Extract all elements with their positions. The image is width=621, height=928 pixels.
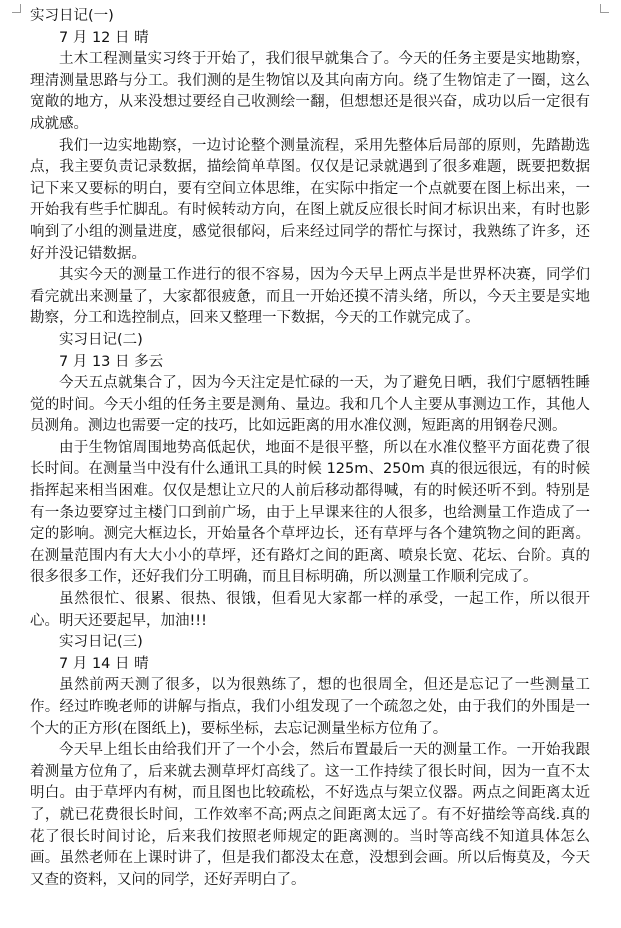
diary-entry-3	[30, 632, 590, 891]
entry-title: 实习日记(二)	[59, 331, 143, 348]
document-body	[30, 6, 590, 891]
entry-date: 7 月 13 日 多云	[59, 353, 164, 370]
diary-entry-1	[30, 6, 590, 330]
page-corner-mark-left	[12, 4, 21, 13]
diary-entry-2	[30, 330, 590, 632]
page-corner-mark-right	[600, 4, 609, 13]
entry-paragraph: 虽然很忙、很累、很热、很饿，但看见大家都一样的承受，一起工作，所以很开心。明天还要起早，加油!!!	[30, 591, 590, 629]
entry-date: 7 月 12 日 晴	[59, 29, 149, 46]
entry-date: 7 月 14 日 晴	[59, 655, 149, 672]
entry-paragraph: 由于生物馆周围地势高低起伏，地面不是很平整，所以在水准仪整平方面花费了很长时间。在测量当中没有什么通讯工具的时候 125m、250m 真的很远很远，有的时候指挥起来相当困难。仅仅是想让立尺的人前后移动都得喊，有的时候还听不到。特别是有一条边要穿过主楼门口到前广场，由于上早课来往的人很多，也给测量工作造成了一定的影响。测完大框边长，开始量各个草坪边长，还有草坪与各个建筑物之间的距离。在测量范围内有大大小小的草坪，还有路灯之间的距离、喷泉长宽、花坛、台阶。真的很多很多工作，还好我们分工明确，而且目标明确，所以测量工作顺利完成了。	[30, 439, 590, 586]
entry-paragraph: 今天早上组长由给我们开了一个小会，然后布置最后一天的测量工作。一开始我跟着测量方位角了，后来就去测草坪灯高线了。这一工作持续了很长时间，因为一直不太明白。由于草坪内有树，而且图也比较疏松，不好选点与架立仪器。两点之间距离太近了，就已花费很长时间，工作效率不高;两点之间距离太远了。有不好描绘等高线.真的花了很长时间讨论，后来我们按照老师规定的距离测的。当时等高线不知道具体怎么画。虽然老师在上课时讲了，但是我们都没太在意，没想到会画。所以后悔莫及，今天又查的资料，又问的同学，还好弄明白了。	[30, 742, 590, 888]
entry-paragraph: 土木工程测量实习终于开始了，我们很早就集合了。今天的任务主要是实地勘察，理清测量思路与分工。我们测的是生物馆以及其向南方向。绕了生物馆走了一圈，这么宽敞的地方，从来没想过要经自己收测绘一翻，但想想还是很兴奋，成功以后一定很有成就感。	[30, 51, 590, 132]
entry-title: 实习日记(三)	[59, 634, 143, 651]
entry-paragraph: 今天五点就集合了，因为今天注定是忙碌的一天，为了避免日晒，我们宁愿牺牲睡觉的时间。今天小组的任务主要是测角、量边。我和几个人主要从事测边工作，其他人员测角。测边也需要一定的技巧，比如远距离的用水准仪测，短距离的用钢卷尺测。	[30, 375, 590, 435]
entry-paragraph: 虽然前两天测了很多，以为很熟练了，想的也很周全，但还是忘记了一些测量工作。经过昨晚老师的讲解与指点，我们小组发现了一个疏忽之处，由于我们的外围是一个大的正方形(在图纸上)，要标坐标，去忘记测量坐标方位角了。	[30, 677, 590, 737]
entry-title: 实习日记(一)	[30, 8, 114, 24]
entry-paragraph: 我们一边实地勘察，一边讨论整个测量流程，采用先整体后局部的原则，先踏勘选点，我主要负责记录数据，描绘简单草图。仅仅是记录就遇到了很多难题，既要把数据记下来又要标的明白，要有空间立体思维，在实际中指定一个点就要在图上标出来，一开始我有些手忙脚乱。有时候转动方向，在图上就反应很长时间才标识出来，有时也影响到了小组的测量进度，感觉很郁闷，后来经过同学的帮忙与探讨，我熟练了许多，还好并没记错数据。	[30, 137, 590, 262]
entry-paragraph: 其实今天的测量工作进行的很不容易，因为今天早上两点半是世界杯决赛，同学们看完就出来测量了，大家都很疲惫，而且一开始还摸不清头绪，所以，今天主要是实地勘察，分工和选控制点，回来又整理一下数据，今天的工作就完成了。	[30, 267, 590, 327]
